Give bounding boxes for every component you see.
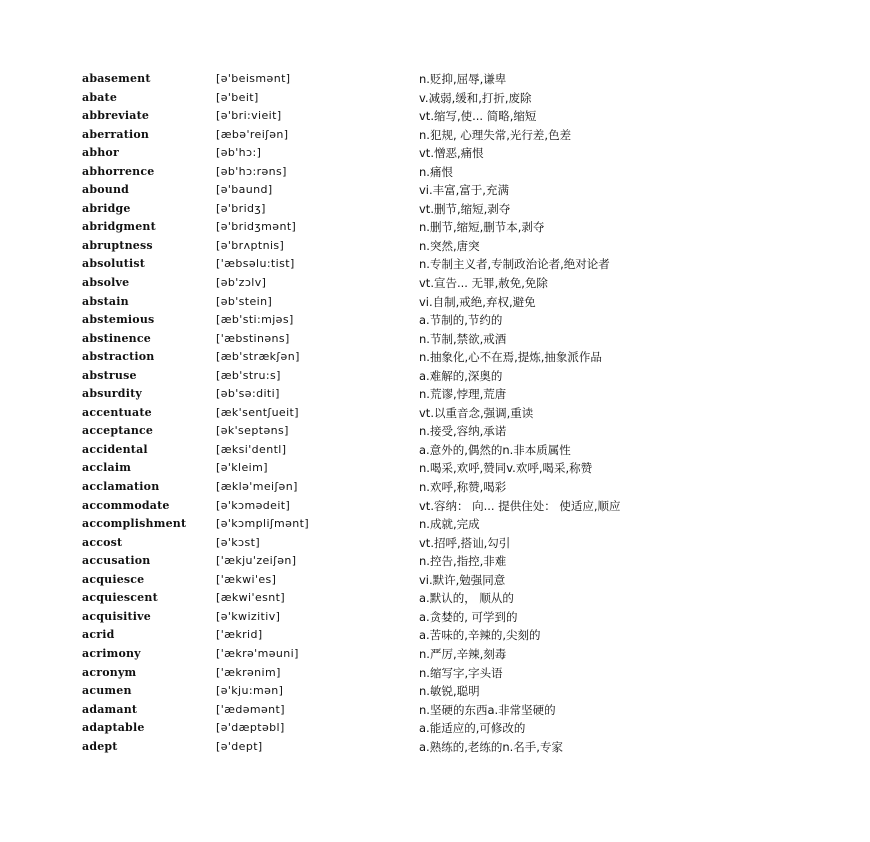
entry-phonetic: [ə'brʌptnis] (216, 238, 285, 252)
vocabulary-entry (82, 200, 702, 219)
vocabulary-entry (82, 515, 702, 534)
vocabulary-entry (82, 107, 702, 126)
entry-definition: vt.缩写,使... 简略,缩短 (419, 109, 537, 124)
entry-phonetic: [ə'dæptəbl] (216, 721, 285, 735)
entry-definition: a.苦味的,辛辣的,尖刻的 (419, 628, 541, 643)
entry-definition: a.能适应的,可修改的 (419, 721, 526, 736)
entry-definition: a.节制的,节约的 (419, 313, 503, 328)
vocabulary-entry (82, 664, 702, 683)
entry-phonetic: ['ædəmənt] (216, 702, 285, 716)
entry-phonetic: [ə'dept] (216, 739, 263, 753)
entry-word: acronym (82, 665, 137, 679)
entry-word: accommodate (82, 498, 170, 512)
vocabulary-entry (82, 274, 702, 293)
entry-word: acclamation (82, 480, 160, 494)
vocabulary-entry (82, 348, 702, 367)
entry-definition: n.专制主义者,专制政治论者,绝对论者 (419, 257, 610, 272)
vocabulary-entry (82, 608, 702, 627)
vocabulary-entry (82, 701, 702, 720)
entry-phonetic: [əb'hɔ:rəns] (216, 164, 287, 178)
entry-phonetic: [ə'bri:vieit] (216, 109, 282, 123)
entry-definition: a.贪婪的, 可学到的 (419, 609, 518, 624)
entry-word: acquisitive (82, 609, 151, 623)
entry-word: abstruse (82, 368, 137, 382)
entry-word: acrid (82, 628, 115, 642)
entry-word: accentuate (82, 405, 152, 419)
vocabulary-entry (82, 218, 702, 237)
entry-definition: n.贬抑,屈辱,谦卑 (419, 72, 507, 86)
entry-word: abhor (82, 146, 119, 160)
entry-definition: vi.自制,戒绝,弃权,避免 (419, 294, 536, 309)
entry-phonetic: [ək'septəns] (216, 424, 289, 438)
entry-definition: a.意外的,偶然的n.非本质属性 (419, 442, 571, 457)
entry-word: abridge (82, 201, 131, 215)
entry-word: abridgment (82, 220, 156, 234)
vocabulary-entry (82, 255, 702, 274)
entry-definition: n.缩写字,字头语 (419, 665, 503, 680)
entry-word: acceptance (82, 424, 154, 438)
vocabulary-entry (82, 478, 702, 497)
entry-word: abstain (82, 294, 129, 308)
vocabulary-entry (82, 70, 702, 89)
entry-word: acquiescent (82, 591, 158, 605)
entry-definition: n.接受,容纳,承诺 (419, 424, 507, 439)
vocabulary-list (82, 70, 702, 756)
entry-word: acclaim (82, 461, 132, 475)
entry-definition: vt.宣告... 无罪,赦免,免除 (419, 276, 548, 291)
entry-definition: vt.招呼,搭讪,勾引 (419, 535, 511, 550)
vocabulary-entry (82, 89, 702, 108)
vocabulary-entry (82, 144, 702, 163)
entry-definition: vi.丰富,富于,充满 (419, 183, 509, 198)
entry-definition: n.严厉,辛辣,刻毒 (419, 646, 507, 661)
vocabulary-entry (82, 534, 702, 553)
entry-definition: n.敏锐,聪明 (419, 684, 480, 699)
entry-word: abstinence (82, 331, 151, 345)
entry-definition: a.熟练的,老练的n.名手,专家 (419, 739, 563, 754)
vocabulary-entry (82, 293, 702, 312)
entry-definition: n.欢呼,称赞,喝彩 (419, 480, 507, 495)
entry-phonetic: [æklə'meiʃən] (216, 480, 298, 494)
entry-word: adaptable (82, 721, 145, 735)
entry-word: adamant (82, 702, 138, 716)
entry-phonetic: ['ækrid] (216, 628, 263, 642)
entry-phonetic: [ə'kleim] (216, 461, 268, 475)
vocabulary-entry (82, 738, 702, 757)
vocabulary-entry (82, 181, 702, 200)
entry-definition: n.成就,完成 (419, 517, 480, 532)
entry-phonetic: [əb'stein] (216, 294, 273, 308)
entry-definition: n.犯规, 心理失常,光行差,色差 (419, 127, 572, 142)
entry-definition: n.坚硬的东西a.非常坚硬的 (419, 702, 556, 717)
entry-definition: n.删节,缩短,删节本,剥夺 (419, 220, 545, 235)
vocabulary-entry (82, 237, 702, 256)
entry-phonetic: [ə'kɔmpliʃmənt] (216, 517, 310, 531)
entry-phonetic: [əb'hɔ:] (216, 146, 262, 160)
vocabulary-entry (82, 626, 702, 645)
entry-phonetic: [ə'bridʒ] (216, 201, 266, 215)
entry-phonetic: [æb'stru:s] (216, 368, 281, 382)
entry-definition: vt.容纳： 向... 提供住处： 使适应,顺应 (419, 498, 621, 513)
entry-word: acrimony (82, 646, 141, 660)
vocabulary-entry (82, 497, 702, 516)
entry-definition: v.减弱,缓和,打折,废除 (419, 90, 532, 105)
entry-word: abbreviate (82, 109, 150, 123)
entry-word: accusation (82, 554, 151, 568)
entry-word: abound (82, 183, 130, 197)
entry-phonetic: [əb'sə:diti] (216, 387, 280, 401)
vocabulary-entry (82, 311, 702, 330)
entry-phonetic: ['æbsəlu:tist] (216, 257, 295, 271)
entry-definition: n.荒谬,悖理,荒唐 (419, 387, 507, 402)
vocabulary-entry (82, 330, 702, 349)
entry-word: abstraction (82, 350, 155, 364)
entry-phonetic: [æk'sentʃueit] (216, 405, 299, 419)
entry-definition: n.突然,唐突 (419, 238, 480, 253)
entry-word: abhorrence (82, 164, 155, 178)
entry-phonetic: [ə'kwizitiv] (216, 609, 281, 623)
entry-phonetic: [æksi'dentl] (216, 442, 287, 456)
entry-word: abruptness (82, 238, 153, 252)
vocabulary-entry (82, 719, 702, 738)
entry-word: abasement (82, 72, 151, 85)
entry-phonetic: ['æbstinəns] (216, 331, 290, 345)
entry-phonetic: [əb'zɔlv] (216, 276, 267, 290)
vocabulary-entry (82, 385, 702, 404)
vocabulary-entry (82, 459, 702, 478)
vocabulary-entry (82, 422, 702, 441)
entry-word: abate (82, 90, 118, 104)
entry-word: adept (82, 739, 118, 753)
vocabulary-entry (82, 552, 702, 571)
entry-definition: vt.以重音念,强调,重读 (419, 405, 534, 420)
entry-word: absolutist (82, 257, 146, 271)
entry-phonetic: [ə'beismənt] (216, 72, 291, 85)
entry-phonetic: [ə'bridʒmənt] (216, 220, 297, 234)
entry-definition: n.节制,禁欲,戒酒 (419, 331, 507, 346)
vocabulary-entry (82, 126, 702, 145)
entry-definition: vt.删节,缩短,剥夺 (419, 201, 511, 216)
entry-phonetic: [ə'kɔst] (216, 535, 261, 549)
entry-word: accost (82, 535, 123, 549)
entry-phonetic: ['ækrənim] (216, 665, 281, 679)
entry-word: accomplishment (82, 517, 187, 531)
entry-phonetic: [æbə'reiʃən] (216, 127, 289, 141)
vocabulary-entry (82, 682, 702, 701)
entry-phonetic: [ə'kɔmədeit] (216, 498, 291, 512)
entry-definition: vi.默许,勉强同意 (419, 572, 506, 587)
entry-definition: a.难解的,深奥的 (419, 368, 503, 383)
entry-phonetic: [ækwi'esnt] (216, 591, 286, 605)
entry-definition: n.控告,指控,非难 (419, 554, 507, 569)
vocabulary-entry (82, 163, 702, 182)
entry-phonetic: [æb'strækʃən] (216, 350, 300, 364)
vocabulary-entry (82, 645, 702, 664)
entry-word: absolve (82, 276, 130, 290)
entry-phonetic: [ə'baund] (216, 183, 273, 197)
vocabulary-entry (82, 589, 702, 608)
entry-phonetic: [ə'beit] (216, 90, 259, 104)
entry-word: abstemious (82, 313, 155, 327)
entry-word: acquiesce (82, 572, 145, 586)
entry-phonetic: [ə'kju:mən] (216, 684, 284, 698)
vocabulary-entry (82, 571, 702, 590)
entry-definition: n.喝采,欢呼,赞同v.欢呼,喝采,称赞 (419, 461, 593, 476)
entry-phonetic: ['ækwi'es] (216, 572, 277, 586)
entry-word: absurdity (82, 387, 142, 401)
entry-word: accidental (82, 442, 148, 456)
vocabulary-entry (82, 367, 702, 386)
entry-definition: vt.憎恶,痛恨 (419, 146, 484, 161)
entry-word: acumen (82, 684, 132, 698)
vocabulary-entry (82, 441, 702, 460)
entry-definition: a.默认的， 顺从的 (419, 591, 514, 606)
entry-phonetic: ['ækrə'məuni] (216, 646, 299, 660)
entry-definition: n.抽象化,心不在焉,提炼,抽象派作品 (419, 350, 602, 365)
entry-definition: n.痛恨 (419, 164, 453, 179)
entry-word: aberration (82, 127, 150, 141)
entry-phonetic: ['ækju'zeiʃən] (216, 554, 297, 568)
vocabulary-entry (82, 404, 702, 423)
entry-phonetic: [æb'sti:mjəs] (216, 313, 294, 327)
